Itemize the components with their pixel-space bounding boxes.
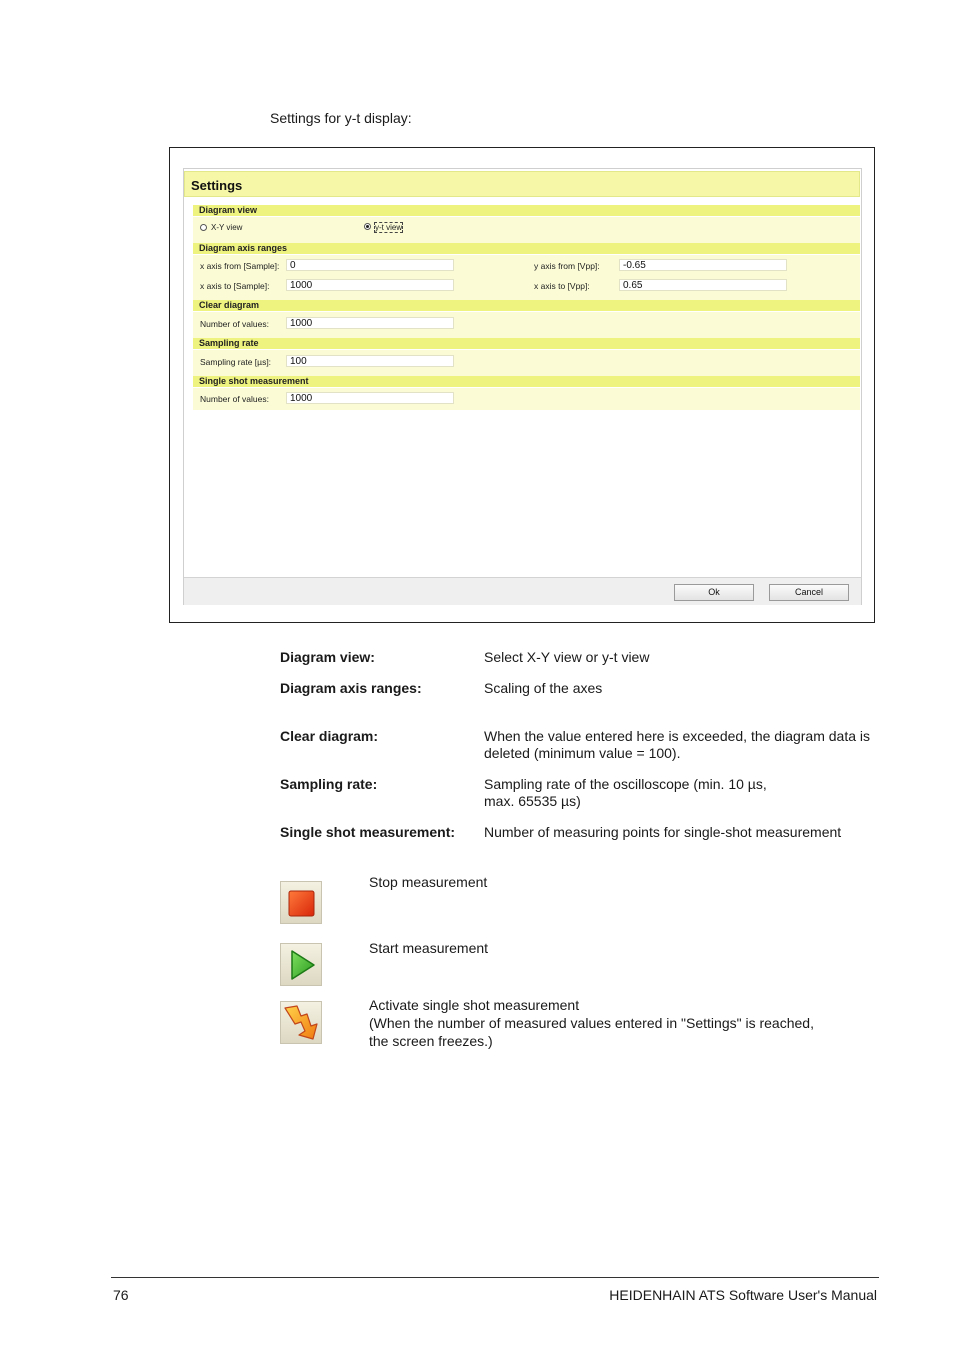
single-shot-input[interactable]: 1000 [286, 392, 454, 404]
single-shot-text-line3: the screen freezes.) [369, 1033, 493, 1049]
desc-clear-diagram: When the value entered here is exceeded, the diagram data is deleted (minimum value = 100). [484, 728, 871, 761]
single-shot-text-line1: Activate single shot measurement [369, 997, 580, 1013]
y-axis-from-input[interactable]: -0.65 [619, 259, 787, 271]
figure-caption: Settings for y-t display: [270, 110, 412, 126]
footer-rule [111, 1277, 879, 1278]
x-axis-to-label: x axis to [Sample]: [200, 281, 270, 291]
section-heading-clear-diagram: Clear diagram [193, 300, 860, 311]
dialog-title: Settings [191, 178, 243, 193]
cancel-button[interactable]: Cancel [769, 584, 849, 601]
single-shot-arrow-icon[interactable] [280, 1001, 322, 1044]
x-axis-from-label: x axis from [Sample]: [200, 261, 280, 271]
y-axis-to-input[interactable]: 0.65 [619, 279, 787, 291]
term-clear-diagram: Clear diagram: [280, 728, 379, 744]
desc-diagram-view: Select X-Y view or y-t view [484, 649, 650, 665]
single-shot-text-line2: (When the number of measured values entered in "Settings" is reached, [369, 1015, 814, 1031]
y-axis-to-label: x axis to [Vpp]: [534, 281, 590, 291]
desc-axis-ranges: Scaling of the axes [484, 680, 603, 696]
clear-diagram-input[interactable]: 1000 [286, 317, 454, 329]
ok-button[interactable]: Ok [674, 584, 754, 601]
section-body-sampling-rate [193, 350, 860, 376]
page-number: 76 [113, 1287, 129, 1303]
radio-yt-view-label: y-t view [375, 223, 403, 232]
term-diagram-view: Diagram view: [280, 649, 375, 665]
section-body-axis-ranges [193, 255, 860, 300]
clear-diagram-label: Number of values: [200, 319, 269, 329]
stop-square-icon[interactable] [280, 881, 322, 924]
term-single-shot: Single shot measurement: [280, 824, 456, 840]
sampling-rate-input[interactable]: 100 [286, 355, 454, 367]
y-axis-from-label: y axis from [Vpp]: [534, 261, 600, 271]
x-axis-from-input[interactable]: 0 [286, 259, 454, 271]
dialog-header [184, 171, 860, 197]
desc-sampling-rate-line2: max. 65535 µs) [484, 793, 581, 809]
section-body-diagram-view [193, 217, 860, 246]
desc-single-shot: Number of measuring points for single-shot measurement [484, 824, 842, 840]
sampling-rate-label: Sampling rate [µs]: [200, 357, 272, 367]
radio-xy-view-label: X-Y view [211, 223, 243, 232]
section-heading-diagram-view: Diagram view [193, 205, 860, 216]
section-body-single-shot [193, 388, 860, 410]
section-heading-axis-ranges: Diagram axis ranges [193, 243, 860, 254]
radio-yt-view[interactable] [364, 223, 371, 230]
section-heading-single-shot: Single shot measurement [193, 376, 860, 387]
x-axis-to-input[interactable]: 1000 [286, 279, 454, 291]
dialog-button-bar [184, 577, 861, 605]
single-shot-label: Number of values: [200, 394, 269, 404]
section-body-clear-diagram [193, 312, 860, 338]
term-sampling-rate: Sampling rate: [280, 776, 378, 792]
manual-title: HEIDENHAIN ATS Software User's Manual [609, 1287, 877, 1303]
stop-measurement-text: Stop measurement [369, 874, 488, 890]
play-triangle-icon[interactable] [280, 943, 322, 986]
desc-sampling-rate-line1: Sampling rate of the oscilloscope (min. 10 µs, [484, 776, 767, 792]
start-measurement-text: Start measurement [369, 940, 489, 956]
radio-xy-view[interactable] [200, 224, 207, 231]
settings-dialog [183, 168, 862, 605]
term-axis-ranges: Diagram axis ranges: [280, 680, 422, 696]
section-heading-sampling-rate: Sampling rate [193, 338, 860, 349]
